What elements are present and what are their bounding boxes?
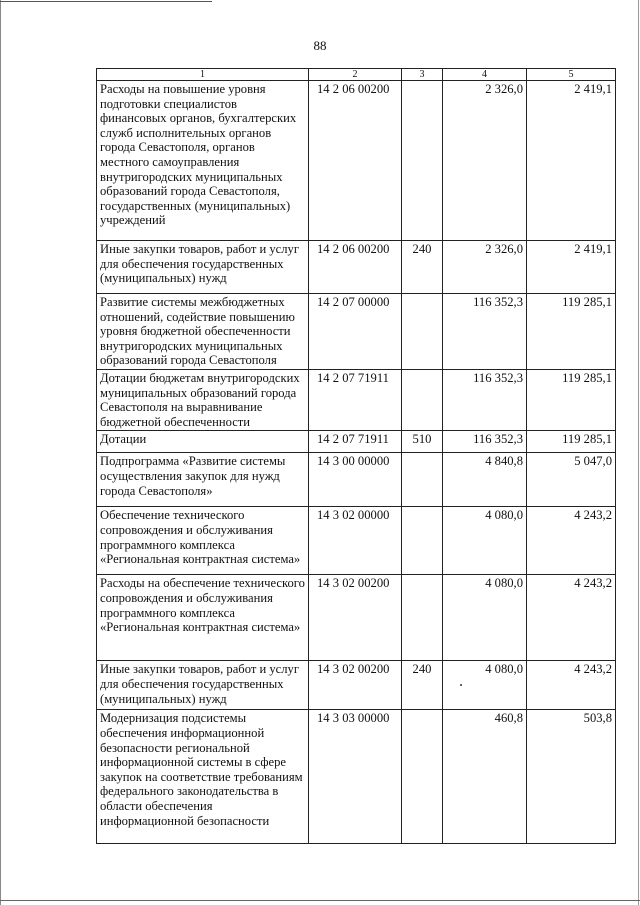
row-value-year2: 4 243,2 [527,661,616,710]
row-name: Расходы на обеспечение технического сопровождения и обслуживания программного комплекса «Региональная контрактная система» [97,575,309,661]
row-name: Развитие системы межбюджетных отношений, содействие повышению уровня бюджетной обеспеченности внутригородских муниципальных образований города Севастополя [97,294,309,370]
table-header-row [97,69,616,81]
table-row [97,241,616,294]
row-type [402,453,443,507]
row-value-year2: 119 285,1 [527,369,616,430]
scan-speck [460,684,462,686]
page-number: 88 [313,38,327,53]
row-code: 14 3 02 00000 [309,507,402,575]
row-value-year2: 503,8 [527,710,616,844]
row-code: 14 2 07 71911 [309,369,402,430]
row-code: 14 2 07 00000 [309,294,402,370]
row-value-year2: 2 419,1 [527,81,616,241]
row-type [402,575,443,661]
table-row [97,369,616,430]
row-type: 510 [402,431,443,453]
scan-right-edge [638,0,639,905]
row-name: Иные закупки товаров, работ и услуг для обеспечения государственных (муниципальных) нужд [97,241,309,294]
row-name: Подпрограмма «Развитие системы осуществления закупок для нужд города Севастополя» [97,453,309,507]
row-type [402,294,443,370]
row-value-year1: 4 080,0 [443,575,527,661]
row-type: 240 [402,661,443,710]
table-row [97,453,616,507]
row-value-year1: 2 326,0 [443,81,527,241]
row-value-year2: 2 419,1 [527,241,616,294]
header-cell: 2 [309,69,402,81]
row-code: 14 3 03 00000 [309,710,402,844]
row-value-year1: 4 080,0 [443,661,527,710]
row-value-year1: 2 326,0 [443,241,527,294]
row-value-year1: 460,8 [443,710,527,844]
scan-left-edge [0,0,1,905]
row-value-year2: 5 047,0 [527,453,616,507]
row-name: Модернизация подсистемы обеспечения информационной безопасности региональной информационной системы в сфере закупок на соответствие требованиям федерального законодательства в области обеспечения информационной безопасности [97,710,309,844]
row-value-year2: 119 285,1 [527,431,616,453]
header-cell: 1 [97,69,309,81]
row-value-year2: 4 243,2 [527,507,616,575]
row-code: 14 3 02 00200 [309,661,402,710]
header-cell: 5 [527,69,616,81]
row-value-year2: 4 243,2 [527,575,616,661]
table-row [97,81,616,241]
scan-top-line [0,1,212,2]
row-value-year1: 4 840,8 [443,453,527,507]
row-value-year1: 116 352,3 [443,431,527,453]
row-value-year1: 4 080,0 [443,507,527,575]
row-code: 14 2 07 71911 [309,431,402,453]
row-type [402,81,443,241]
row-name: Дотации бюджетам внутригородских муниципальных образований города Севастополя на выравнивание бюджетной обеспеченности [97,369,309,430]
scan-bottom-line [0,900,640,901]
header-cell: 3 [402,69,443,81]
header-cell: 4 [443,69,527,81]
row-type [402,507,443,575]
table-row [97,661,616,710]
row-name: Обеспечение технического сопровождения и обслуживания программного комплекса «Региональная контрактная система» [97,507,309,575]
row-code: 14 3 02 00200 [309,575,402,661]
row-value-year1: 116 352,3 [443,294,527,370]
row-type [402,710,443,844]
row-code: 14 2 06 00200 [309,241,402,294]
row-name: Иные закупки товаров, работ и услуг для обеспечения государственных (муниципальных) нужд [97,661,309,710]
row-name: Дотации [97,431,309,453]
row-name: Расходы на повышение уровня подготовки специалистов финансовых органов, бухгалтерских служб исполнительных органов города Севастополя, органов местного самоуправления внутригородских муниципальных образований города Севастополя, государственных (муниципальных) учреждений [97,81,309,241]
table-row [97,431,616,453]
table-row [97,575,616,661]
table-row [97,710,616,844]
row-type: 240 [402,241,443,294]
row-value-year1: 116 352,3 [443,369,527,430]
budget-table [96,68,616,844]
table-row [97,507,616,575]
row-code: 14 3 00 00000 [309,453,402,507]
table-row [97,294,616,370]
row-code: 14 2 06 00200 [309,81,402,241]
row-value-year2: 119 285,1 [527,294,616,370]
row-type [402,369,443,430]
